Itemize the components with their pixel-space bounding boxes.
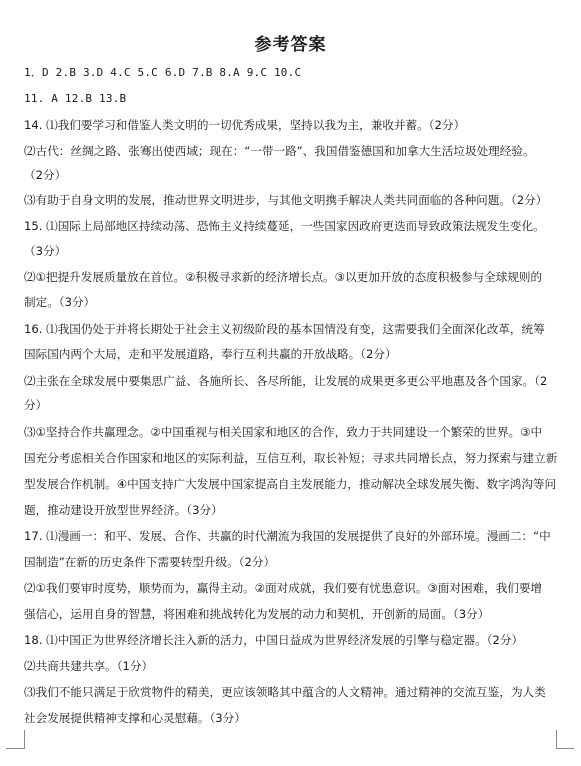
page-margin-corner-right-horizontal: [556, 748, 574, 749]
answer-line-q14-3: （2分）: [24, 168, 67, 182]
answer-line-q15-2: （3分）: [24, 244, 67, 258]
page-margin-corner-left-vertical: [24, 730, 25, 749]
answer-line-q17-2: 国制造”在新的历史条件下需要转型升级。（2分）: [24, 555, 276, 569]
page-margin-corner-left-horizontal: [6, 748, 24, 749]
answer-line-q16-3: ⑵主张在全球发展中要集思广益、各施所长、各尽所能，让发展的成果更多更公平地惠及各个国家。（2: [24, 374, 548, 388]
answer-line-q16-6: 国充分考虑相关合作国家和地区的实际利益，互信互利，取长补短；寻求共同增长点，努力探索与建立新: [24, 451, 558, 465]
answer-line-q16-8: 题，推动建设开放型世界经济。（3分）: [24, 503, 223, 517]
answer-line-q16-7: 型发展合作机制。④中国支持广大发展中国家提高自主发展能力，推动解决全球发展失衡、数字鸿沟等问: [24, 477, 557, 491]
answer-line-q18-1: 18. ⑴中国正为世界经济增长注入新的活力，中国日益成为世界经济发展的引擎与稳定器。（2分）: [24, 633, 524, 647]
answer-line-q17-4: 强信心，运用自身的智慧，将困难和挑战转化为发展的动力和契机，开创新的局面。（3分）: [24, 607, 490, 621]
answer-line-q14-4: ⑶有助于自身文明的发展，推动世界文明进步，与其他文明携手解决人类共同面临的各种问题。（2分）: [24, 193, 548, 207]
answer-line-q16-5: ⑶①坚持合作共赢理念。②中国重视与相关国家和地区的合作，致力于共同建设一个繁荣的世界。③中: [24, 425, 543, 439]
answer-line-q15-1: 15. ⑴国际上局部地区持续动荡、恐怖主义持续蔓延，一些国家因政府更迭而导致政策法规发生变化。: [24, 219, 545, 233]
answer-line-q14-1: 14. ⑴我们要学习和借鉴人类文明的一切优秀成果，坚持以我为主，兼收并蓄。（2分）: [24, 118, 466, 132]
answer-line-q18-4: 社会发展提供精神支撑和心灵慰藉。（3分）: [24, 711, 246, 725]
answer-line-q18-3: ⑶我们不能只满足于欣赏物件的精美，更应该领略其中蕴含的人文精神。通过精神的交流互鉴，为人类: [24, 685, 546, 699]
answer-line-q15-3: ⑵①把提升发展质量放在首位。②积极寻求新的经济增长点。③以更加开放的态度积极参与全球规则的: [24, 270, 543, 284]
answer-line-q18-2: ⑵共商共建共享。（1分）: [24, 659, 154, 673]
answer-line-q16-4: 分）: [24, 398, 48, 412]
answer-line-q17-3: ⑵①我们要审时度势，顺势而为，赢得主动。②面对成就，我们要有忧患意识。③面对困难，我们要增: [24, 581, 543, 595]
answer-line-q16-2: 国际国内两个大局，走和平发展道路，奉行互利共赢的开放战略。（2分）: [24, 347, 397, 361]
answer-line-q17-1: 17. ⑴漫画一：和平、发展、合作、共赢的时代潮流为我国的发展提供了良好的外部环境。漫画二：“中: [24, 529, 551, 543]
document-title: 参考答案: [254, 35, 327, 55]
answer-line-mc-2: 11. A 12.B 13.B: [24, 92, 127, 105]
page-margin-corner-right-vertical: [556, 730, 557, 748]
answer-line-q15-4: 制定。（3分）: [24, 295, 96, 309]
answer-line-q16-1: 16. ⑴我国仍处于并将长期处于社会主义初级阶段的基本国情没有变，这需要我们全面深化改革，统筹: [24, 322, 545, 336]
answer-line-q14-2: ⑵古代：丝绸之路、张骞出使西域；现在：“一带一路”、我国借鉴德国和加拿大生活垃圾处理经验。: [24, 144, 535, 158]
answer-line-mc-1: 1．D 2.B 3.D 4.C 5.C 6.D 7.B 8.A 9.C 10.C: [24, 66, 302, 79]
